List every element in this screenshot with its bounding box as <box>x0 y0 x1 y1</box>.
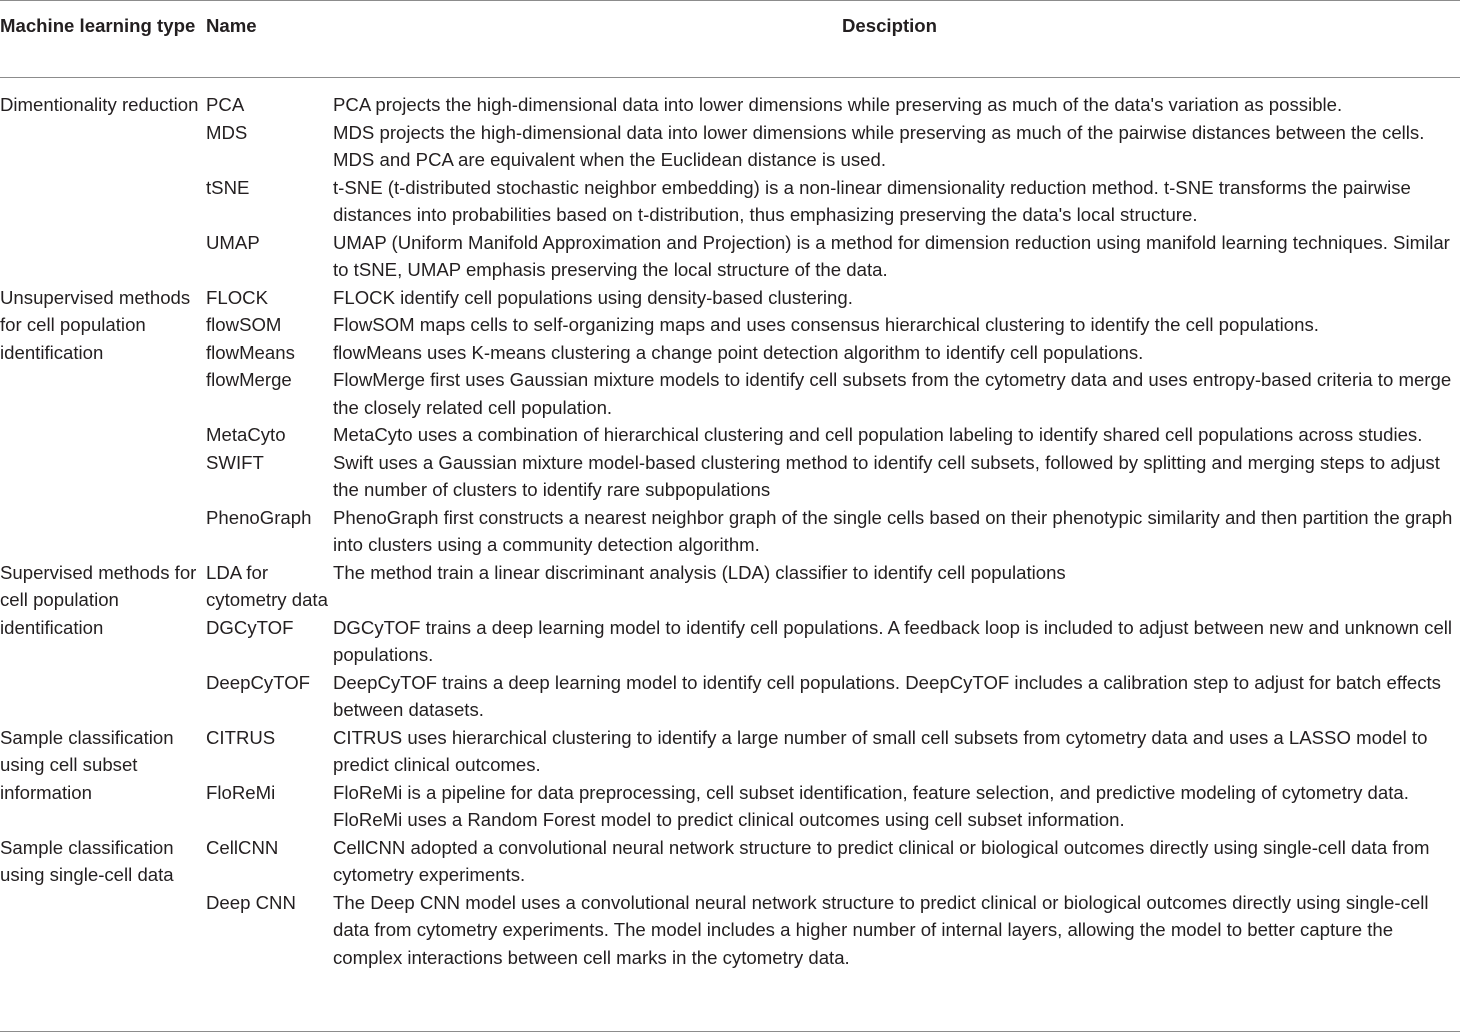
method-name: FloReMi <box>206 781 276 803</box>
table-row <box>0 669 1460 724</box>
table-row <box>0 421 1460 449</box>
method-description: FloReMi is a pipeline for data preprocessing, cell subset identification, feature selection, and predictive modeling of cytometry data. FloReMi uses a Random Forest model to predict clinical outcomes using cell subset information. <box>333 781 1409 830</box>
category-cell: Unsupervised methods for cell population identification <box>0 286 191 363</box>
method-name: MetaCyto <box>206 424 286 445</box>
table-row <box>0 559 1460 614</box>
category-cell: Dimentionality reduction <box>0 94 199 115</box>
method-description: CellCNN adopted a convolutional neural network structure to predict clinical or biological outcomes directly using single-cell data from cytometry experiments. <box>333 836 1430 885</box>
method-name: CellCNN <box>206 836 279 858</box>
table-row <box>0 366 1460 421</box>
method-description: DeepCyTOF trains a deep learning model to identify cell populations. DeepCyTOF includes a calibration step to adjust for batch effects between datasets. <box>333 671 1441 720</box>
method-name: PhenoGraph <box>206 506 312 528</box>
table-row <box>0 779 1460 834</box>
method-name: tSNE <box>206 176 250 198</box>
method-description: CITRUS uses hierarchical clustering to identify a large number of small cell subsets from cytometry data and uses a LASSO model to predict clinical outcomes. <box>333 726 1428 775</box>
method-name: UMAP <box>206 231 260 253</box>
category-cell: Sample classification using single-cell data <box>0 836 174 885</box>
method-description: UMAP (Uniform Manifold Approximation and Projection) is a method for dimension reduction using manifold learning techniques. Similar to tSNE, UMAP emphasis preserving the local structure of the data. <box>333 231 1450 280</box>
method-description: FlowMerge first uses Gaussian mixture models to identify cell subsets from the cytometry data and uses entropy-based criteria to merge the closely related cell population. <box>333 369 1452 418</box>
method-description: The method train a linear discriminant analysis (LDA) classifier to identify cell populations <box>333 561 1066 583</box>
method-description: Swift uses a Gaussian mixture model-based clustering method to identify cell subsets, followed by splitting and merging steps to adjust the number of clusters to identify rare subpopulations <box>333 451 1440 500</box>
table-row <box>0 614 1460 669</box>
method-description: DGCyTOF trains a deep learning model to identify cell populations. A feedback loop is included to adjust between new and unknown cell populations. <box>333 616 1453 665</box>
table-row <box>0 504 1460 559</box>
category-cell: Supervised methods for cell population identification <box>0 561 197 638</box>
method-description: t-SNE (t-distributed stochastic neighbor embedding) is a non-linear dimensionality reduction method. t-SNE transforms the pairwise distances into probabilities based on t-distribution, thus emphasizing preserving the data's local structure. <box>333 176 1411 225</box>
table-row <box>0 174 1460 229</box>
method-description: MDS projects the high-dimensional data into lower dimensions while preserving as much of the pairwise distances between the cells. MDS and PCA are equivalent when the Euclidean distance is used. <box>333 121 1425 170</box>
table-row <box>0 77 1460 119</box>
table-row <box>0 834 1460 889</box>
method-name: CITRUS <box>206 726 276 748</box>
table-row <box>0 339 1460 367</box>
method-name: DeepCyTOF <box>206 671 311 693</box>
method-description: flowMeans uses K-means clustering a change point detection algorithm to identify cell populations. <box>333 341 1144 363</box>
table-row <box>0 229 1460 284</box>
table-row <box>0 889 1460 972</box>
method-description: The Deep CNN model uses a convolutional neural network structure to predict clinical or biological outcomes directly using single-cell data from cytometry experiments. The model includes a higher number of internal layers, allowing the model to better capture the complex interactions between cell marks in the cytometry data. <box>333 891 1429 968</box>
table-row <box>0 449 1460 504</box>
method-description: FlowSOM maps cells to self-organizing maps and uses consensus hierarchical clustering to identify the cell populations. <box>333 314 1319 335</box>
table-row <box>0 724 1460 779</box>
table-row <box>0 119 1460 174</box>
method-name: Deep CNN <box>206 891 296 913</box>
header-type: Machine learning type <box>0 15 196 36</box>
bottom-rule <box>0 1031 1460 1032</box>
method-name: flowSOM <box>206 314 282 335</box>
method-description: PCA projects the high-dimensional data into lower dimensions while preserving as much of the data's variation as possible. <box>333 94 1343 115</box>
header-row <box>0 0 1460 77</box>
category-cell: Sample classification using cell subset information <box>0 726 174 803</box>
method-description: MetaCyto uses a combination of hierarchical clustering and cell population labeling to identify shared cell populations across studies. <box>333 424 1423 445</box>
method-name: flowMerge <box>206 369 292 390</box>
method-name: LDA for cytometry data <box>206 561 328 610</box>
header-description: Desciption <box>841 15 938 36</box>
method-name: SWIFT <box>206 451 264 473</box>
header-name: Name <box>206 15 257 36</box>
table-row <box>0 284 1460 312</box>
method-description: PhenoGraph first constructs a nearest neighbor graph of the single cells based on their phenotypic similarity and then partition the graph into clusters using a community detection algorithm. <box>333 506 1453 555</box>
method-name: DGCyTOF <box>206 616 294 638</box>
method-name: PCA <box>206 94 245 115</box>
method-description: FLOCK identify cell populations using density-based clustering. <box>333 286 853 308</box>
method-name: FLOCK <box>206 286 268 308</box>
method-name: flowMeans <box>206 341 295 363</box>
method-name: MDS <box>206 121 248 143</box>
table-row <box>0 311 1460 339</box>
